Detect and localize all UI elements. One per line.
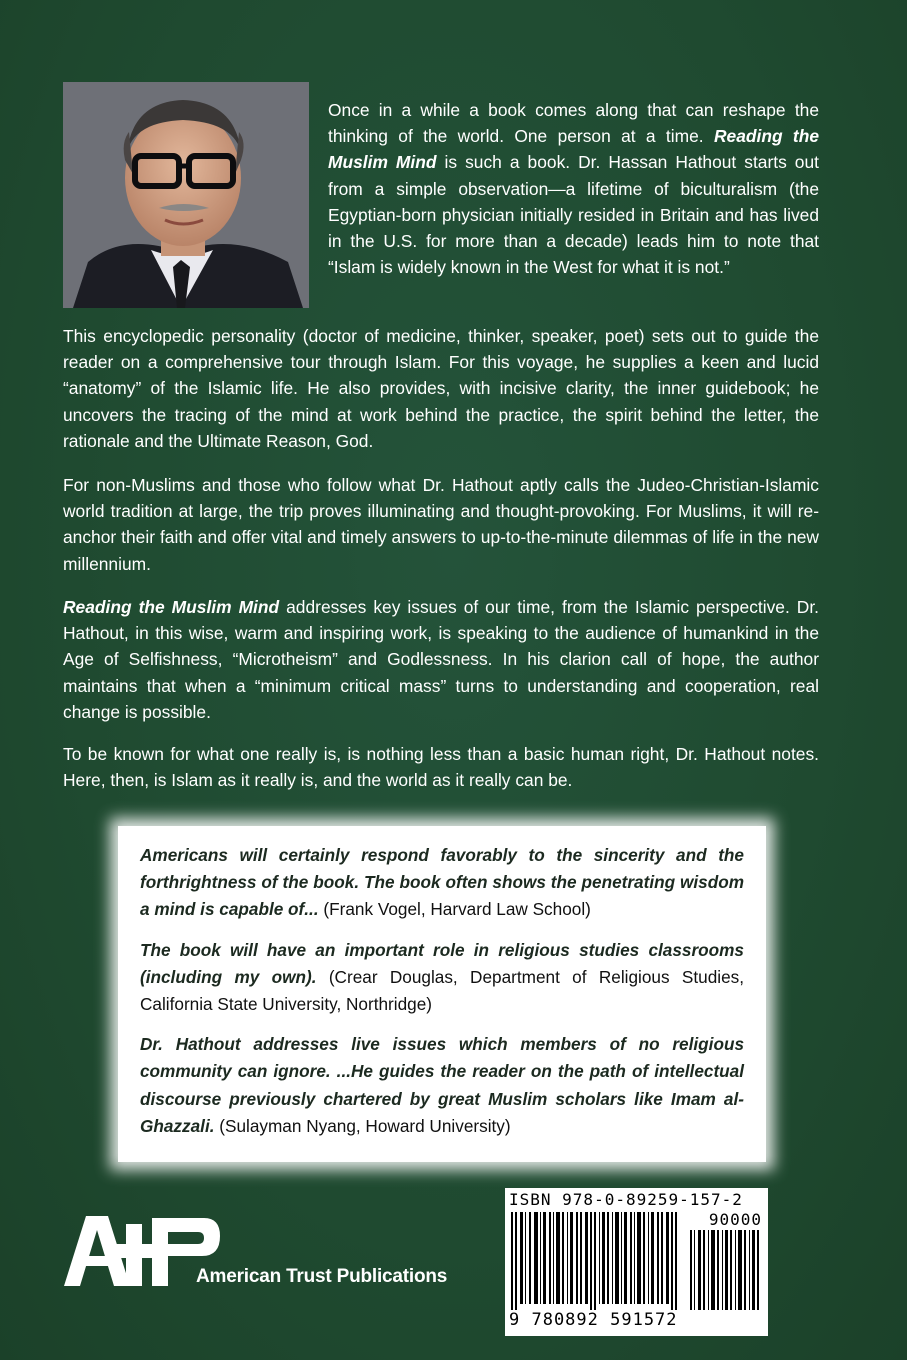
endorsement-quote: Americans will certainly respond favorably to the sincerity and the forthrightness of the book. The book often shows the penetrating wisdom a mind is capable of... [140, 845, 744, 920]
barcode-bars [509, 1212, 679, 1310]
endorsement-quote: Dr. Hathout addresses live issues which members of no religious community can ignore. ...He guides the reader on the path of intellectual discourse previously chartered by great Muslim scholars like Imam al-Ghazzali. [140, 1034, 744, 1136]
intro-text-1: Once in a while a book comes along that can reshape the thinking of the world. One person at a time. [328, 100, 819, 147]
endorsement-quote: The book will have an important role in religious studies classrooms (including my own). [140, 939, 744, 987]
price-code: 90000 [708, 1210, 762, 1229]
intro-paragraph [328, 97, 819, 280]
intro-text-2: is such a book. Dr. Hassan Hathout starts out from a simple observation—a lifetime of biculturalism (the Egyptian-born physician initially resided in Britain and has lived in the U.S. for more than a decade) leads him to note that “Islam is widely known in the West for what it is not.” [328, 152, 819, 278]
author-photo [63, 82, 309, 308]
description-paragraph-3: For non-Muslims and those who follow what Dr. Hathout aptly calls the Judeo-Christian-Islamic world tradition at large, the trip proves illuminating and thought-provoking. For Muslims, it will re-anchor their faith and offer vital and timely answers to up-to-the-minute dilemmas of life in the new millennium. [63, 475, 819, 574]
description-paragraph-4 [63, 594, 819, 725]
publisher-name: American Trust Publications [196, 1266, 448, 1287]
isbn-barcode [505, 1188, 768, 1336]
endorsement-source: (Crear Douglas, Department of Religious Studies, California State University, Northridge) [140, 966, 744, 1015]
endorsement [140, 1031, 744, 1140]
endorsement-source: (Sulayman Nyang, Howard University) [214, 1115, 511, 1136]
book-title-inline: Reading the Muslim Mind [328, 126, 819, 173]
price-bars [689, 1230, 763, 1310]
isbn-label: ISBN 978-0-89259-157-2 [509, 1190, 743, 1209]
endorsement [140, 937, 744, 1019]
ean-number: 9 780892 591572 [509, 1310, 678, 1330]
endorsement [140, 842, 744, 924]
endorsements-box [118, 826, 766, 1162]
endorsement-source: (Frank Vogel, Harvard Law School) [318, 899, 591, 920]
description-paragraph-2: This encyclopedic personality (doctor of medicine, thinker, speaker, poet) sets out to guide the reader on a comprehensive tour through Islam. For this voyage, he supplies a keen and lucid “anatomy” of the Islamic life. He also provides, with incisive clarity, the inner guidebook; he uncovers the tracing of the mind at work behind the practice, the spirit behind the letter, the rationale and the Ultimate Reason, God. [63, 326, 819, 451]
book-title-inline: Reading the Muslim Mind [63, 597, 280, 617]
paragraph-4-text: addresses key issues of our time, from the Islamic perspective. Dr. Hathout, in this wise, warm and inspiring work, is speaking to the audience of humankind in the Age of Selfishness, “Microtheism” and Godlessness. In his clarion call of hope, the author maintains that when a “minimum critical mass” turns to understanding and cooperation, real change is possible. [63, 597, 819, 722]
description-paragraph-5: To be known for what one really is, is nothing less than a basic human right, Dr. Hathout notes. Here, then, is Islam as it really is, and the world as it really can be. [63, 744, 819, 791]
